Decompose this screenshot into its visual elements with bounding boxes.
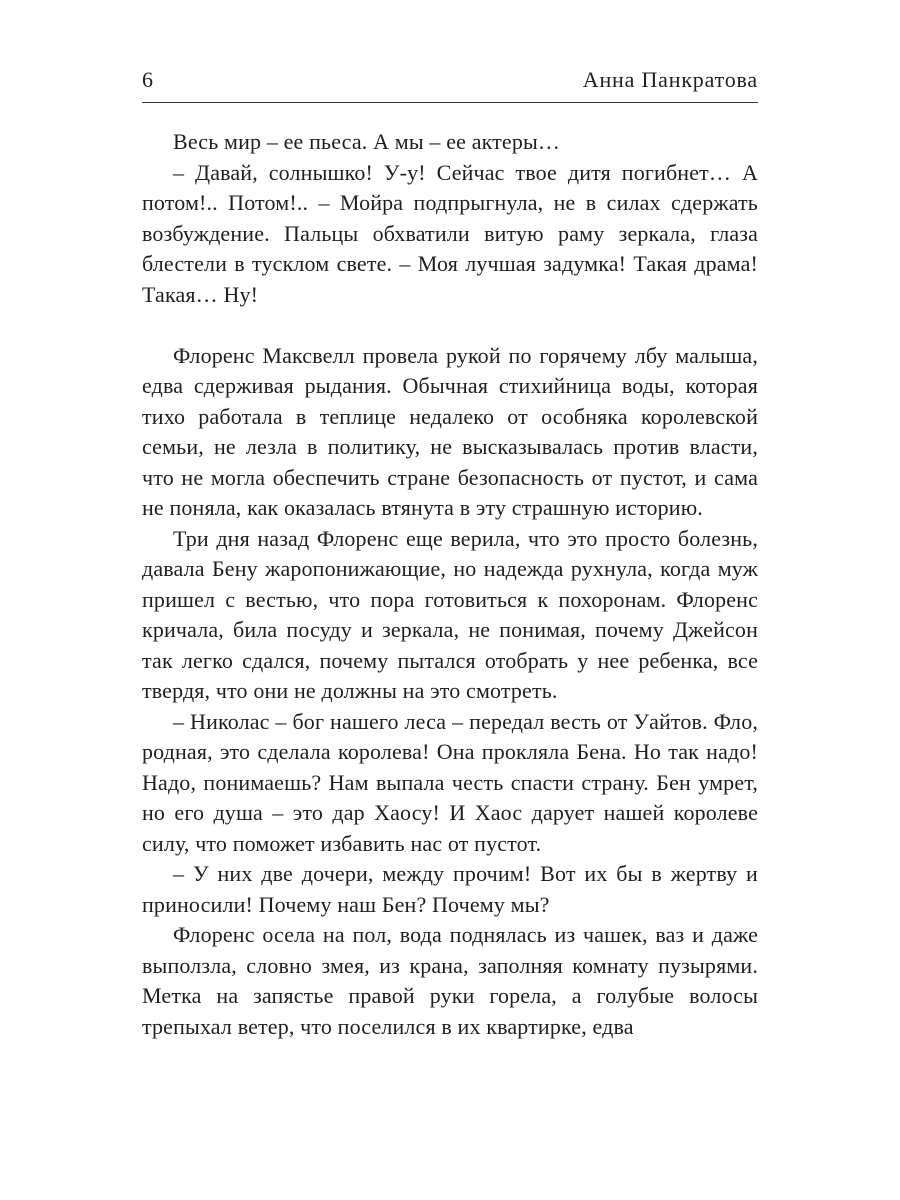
paragraph: Флоренс Максвелл провела рукой по горячему лбу малыша, едва сдерживая рыдания. Обычная стихийница воды, которая тихо работала в теплице недалеко от особняка королевской семьи, не лезла в политику, не высказывалась против власти, что не могла обеспечить стране безопасность от пустот, и сама не поняла, как оказалась втянута в эту страшную историю.	[142, 342, 758, 520]
page-header	[142, 66, 758, 103]
page-body	[142, 127, 758, 1042]
paragraph: Весь мир – ее пьеса. А мы – ее актеры…	[173, 129, 561, 154]
page-number: 6	[142, 67, 154, 92]
paragraph: Три дня назад Флоренс еще верила, что это просто болезнь, давала Бену жаропонижающие, но надежда рухнула, когда муж пришел с вестью, что пора готовиться к похоронам. Флоренс кричала, била посуду и зеркала, не понимая, почему Джейсон так легко сдался, почему пытался отобрать у нее ребенка, все твердя, что они не должны на это смотреть.	[142, 525, 758, 703]
paragraph: – Давай, солнышко! У-у! Сейчас твое дитя погибнет… А потом!.. Потом!.. – Мойра подпрыгнула, не в силах сдержать возбуждение. Пальцы обхватили витую раму зеркала, глаза блестели в тусклом свете. – Моя лучшая задумка! Такая драма! Такая… Ну!	[142, 159, 758, 307]
paragraph: – Николас – бог нашего леса – передал весть от Уайтов. Фло, родная, это сделала королева! Она прокляла Бена. Но так надо! Надо, понимаешь? Нам выпала честь спасти страну. Бен умрет, но его душа – это дар Хаосу! И Хаос дарует нашей королеве силу, что поможет избавить нас от пустот.	[142, 708, 758, 856]
running-head-author: Анна Панкратова	[582, 67, 758, 92]
section-break	[142, 310, 758, 341]
paragraph: Флоренс осела на пол, вода поднялась из чашек, ваз и даже выползла, словно змея, из крана, заполняя комнату пузырями. Метка на запястье правой руки горела, а голубые волосы трепыхал ветер, что поселился в их квартирке, едва	[142, 922, 758, 1039]
paragraph: – У них две дочери, между прочим! Вот их бы в жертву и приносили! Почему наш Бен? Почему мы?	[142, 861, 758, 917]
